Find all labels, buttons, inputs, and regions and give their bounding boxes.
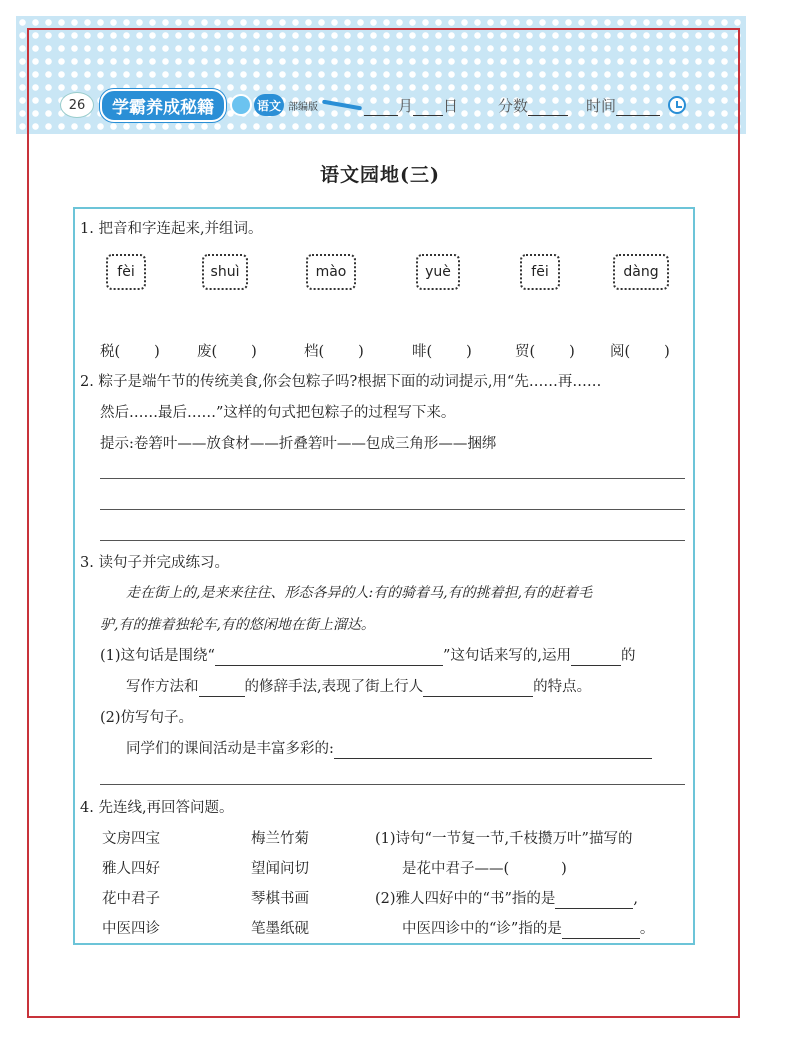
q4-prompt: 4. 先连线,再回答问题。 [80, 800, 234, 816]
q4-r2-text: 。 [639, 921, 655, 937]
q4-r2-text: 中医四诊中的“诊”指的是 [402, 921, 562, 937]
answer-line[interactable] [100, 478, 685, 479]
q4-r2-text: , [633, 891, 638, 907]
char-item[interactable] [515, 340, 575, 361]
close-paren: ) [569, 344, 575, 360]
close-paren: ) [358, 344, 364, 360]
q3-sub1-text: (1)这句话是围绕“ [100, 648, 215, 664]
close-paren: ) [154, 344, 160, 360]
score-label: 分数 [498, 96, 529, 115]
date-field [364, 95, 458, 116]
char-item[interactable] [610, 340, 670, 361]
day-label: 日 [443, 96, 459, 115]
clock-icon [668, 96, 686, 114]
fill-blank[interactable] [334, 743, 652, 759]
score-field [498, 95, 568, 116]
q4-r1-line2 [402, 859, 567, 879]
pinyin-card[interactable]: fēi [520, 254, 560, 290]
pinyin-card[interactable]: mào [306, 254, 356, 290]
pinyin-card[interactable]: yuè [416, 254, 460, 290]
char-label: 废( [197, 344, 218, 360]
q3-passage-line2: 驴,有的推着独轮车,有的悠闲地在街上溜达。 [100, 617, 375, 633]
q3-sub1-text: 的 [620, 648, 636, 664]
q2-prompt-line2: 然后……最后……”这样的句式把包粽子的过程写下来。 [100, 405, 456, 421]
q4-r2-text: (2)雅人四好中的“书”指的是 [375, 891, 556, 907]
time-blank[interactable] [616, 98, 660, 116]
answer-line[interactable] [100, 784, 685, 785]
char-label: 贸( [515, 344, 536, 360]
subject-badge: 语文 [254, 94, 284, 116]
fill-blank[interactable] [571, 650, 621, 666]
fill-blank[interactable] [215, 650, 443, 666]
char-item[interactable] [100, 340, 160, 361]
edition-label: 部编版 [288, 101, 318, 113]
time-field [586, 95, 660, 116]
char-label: 税( [100, 344, 121, 360]
close-paren: ) [251, 344, 257, 360]
q3-sub1-text: 的特点。 [533, 679, 592, 695]
q3-sub2-line [126, 739, 652, 759]
q3-sub2-stem: 同学们的课间活动是丰富多彩的: [126, 741, 334, 757]
q3-passage-line1: 走在街上的,是来来往往、形态各异的人:有的骑着马,有的挑着担,有的赶着毛 [126, 585, 593, 601]
q4-middle-item[interactable]: 琴棋书画 [251, 891, 309, 907]
fill-blank[interactable] [423, 681, 533, 697]
answer-line[interactable] [100, 509, 685, 510]
close-paren: ) [664, 344, 670, 360]
q3-sub1-text: ”这句话来写的,运用 [442, 648, 571, 664]
char-row [100, 340, 690, 362]
q4-r1-text: ) [561, 861, 567, 877]
q3-sub1-line1 [100, 646, 635, 666]
char-label: 档( [304, 344, 325, 360]
pinyin-card[interactable]: shuì [202, 254, 248, 290]
q4-left-item[interactable]: 雅人四好 [102, 861, 160, 877]
q3-sub1-line2 [126, 677, 591, 697]
answer-line[interactable] [100, 540, 685, 541]
q3-sub1-text: 的修辞手法,表现了街上行人 [244, 679, 424, 695]
q4-left-item[interactable]: 花中君子 [102, 891, 160, 907]
pen-icon [322, 100, 362, 111]
month-label: 月 [398, 96, 414, 115]
q3-prompt: 3. 读句子并完成练习。 [80, 555, 229, 571]
char-item[interactable] [304, 340, 364, 361]
q3-sub2: (2)仿写句子。 [100, 710, 194, 726]
pinyin-row [100, 254, 680, 292]
month-blank[interactable] [364, 98, 398, 116]
page-header [60, 88, 720, 122]
pinyin-card[interactable]: fèi [106, 254, 146, 290]
q3-sub1-text: 写作方法和 [126, 679, 199, 695]
pinyin-card[interactable]: dàng [613, 254, 669, 290]
series-title: 学霸养成秘籍 [100, 89, 226, 122]
q4-r2-line2 [402, 919, 654, 939]
q2-prompt-line1: 2. 粽子是端午节的传统美食,你会包粽子吗?根据下面的动词提示,用“先……再…… [80, 374, 602, 390]
char-item[interactable] [197, 340, 257, 361]
char-item[interactable] [412, 340, 472, 361]
mascot-icon [230, 94, 252, 116]
char-label: 阅( [610, 344, 631, 360]
day-blank[interactable] [413, 98, 443, 116]
q4-left-item[interactable]: 中医四诊 [102, 921, 160, 937]
q1-prompt: 1. 把音和字连起来,并组词。 [80, 221, 263, 237]
fill-blank[interactable] [555, 893, 633, 909]
q4-middle-item[interactable]: 望闻问切 [251, 861, 309, 877]
q4-middle-item[interactable]: 笔墨纸砚 [251, 921, 309, 937]
fill-blank[interactable] [562, 923, 640, 939]
q4-r1-text: 是花中君子——( [402, 861, 510, 877]
q4-left-item[interactable]: 文房四宝 [102, 831, 160, 847]
q4-middle-item[interactable]: 梅兰竹菊 [251, 831, 309, 847]
char-label: 啡( [412, 344, 433, 360]
q4-r1-line1: (1)诗句“一节复一节,千枝攒万叶”描写的 [375, 831, 633, 847]
time-label: 时间 [586, 96, 617, 115]
close-paren: ) [466, 344, 472, 360]
page-number: 26 [60, 92, 94, 118]
section-title: 语文园地(三) [320, 164, 440, 186]
score-blank[interactable] [528, 98, 568, 116]
q2-hint: 提示:卷箬叶——放食材——折叠箬叶——包成三角形——捆绑 [100, 436, 497, 452]
q4-r2-line1 [375, 889, 638, 909]
fill-blank[interactable] [199, 681, 245, 697]
